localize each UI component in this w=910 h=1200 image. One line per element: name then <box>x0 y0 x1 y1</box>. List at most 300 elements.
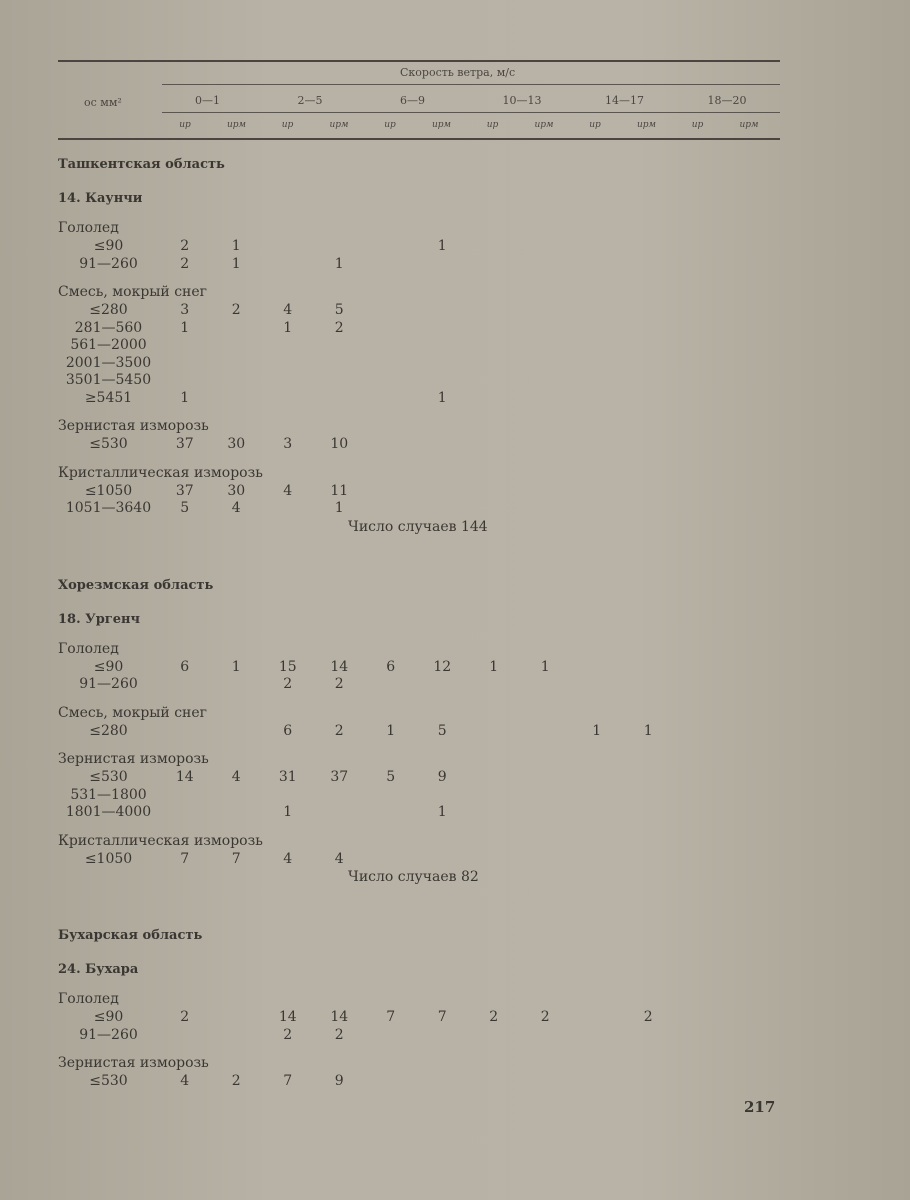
table-cell: 5 <box>386 769 396 785</box>
row-label: ≤90 <box>93 1009 124 1025</box>
table-cell: 14 <box>330 1009 349 1025</box>
sub-column-header: uрм <box>226 120 247 130</box>
table-cell <box>726 238 778 256</box>
table-cell <box>159 804 211 822</box>
table-cell: 2 <box>283 1026 293 1043</box>
table-cell <box>520 804 572 822</box>
precip-type-heading: Кристаллическая изморозь <box>58 832 263 849</box>
table-cell <box>365 804 417 822</box>
table-cell <box>417 676 469 694</box>
row-label: ≤280 <box>89 722 128 739</box>
precip-type-heading: Гололед <box>58 640 119 657</box>
header-bottom-rule <box>58 138 780 140</box>
table-cell <box>417 355 469 373</box>
table-cell <box>623 804 675 822</box>
precip-type-heading: Кристаллическая изморозь <box>58 464 263 481</box>
table-row <box>58 390 798 408</box>
table-cell <box>468 787 520 805</box>
table-cell <box>674 1009 726 1027</box>
table-row <box>58 436 798 454</box>
table-cell <box>623 238 675 256</box>
row-label: ≤530 <box>89 436 128 452</box>
table-cell: 7 <box>283 1073 293 1089</box>
sub-column-header: uр <box>384 120 396 130</box>
table-cell <box>674 787 726 805</box>
table-cell <box>520 436 572 454</box>
sub-column-header: uр <box>691 120 704 130</box>
table-row <box>58 1009 798 1027</box>
table-cell <box>417 787 469 805</box>
speed-range-header: 18—20 <box>707 94 747 107</box>
table-cell <box>726 804 778 822</box>
table-cell <box>520 483 572 501</box>
table-cell <box>520 1027 572 1045</box>
table-cell <box>726 1073 778 1091</box>
row-label: 3501—5450 <box>65 372 152 388</box>
table-cell: 4 <box>180 1073 190 1089</box>
row-label: 91—260 <box>79 255 138 272</box>
table-cell <box>417 372 469 390</box>
speed-range-header: 14—17 <box>605 94 644 107</box>
table-cell <box>365 372 417 390</box>
table-cell <box>417 851 469 869</box>
table-cell: 1 <box>283 319 293 336</box>
row-label: ≤90 <box>93 238 124 254</box>
table-cell: 14 <box>278 1009 297 1025</box>
table-cell <box>571 851 623 869</box>
table-cell: 9 <box>437 769 447 785</box>
table-cell <box>571 769 623 787</box>
table-cell <box>520 337 572 355</box>
table-cell: 4 <box>231 500 241 516</box>
table-cell <box>674 320 726 338</box>
table-cell <box>726 723 778 741</box>
table-cell <box>468 1073 520 1091</box>
table-cell: 6 <box>180 658 190 675</box>
table-cell <box>674 483 726 501</box>
table-cell <box>159 787 211 805</box>
table-cell <box>417 320 469 338</box>
table-cell <box>623 1073 675 1091</box>
case-count: Число случаев 144 <box>348 518 488 535</box>
table-cell <box>726 256 778 274</box>
table-cell <box>468 723 520 741</box>
table-row <box>58 787 798 805</box>
table-cell: 4 <box>283 302 293 318</box>
table-row <box>58 256 798 274</box>
table-cell: 4 <box>283 850 293 867</box>
table-cell <box>468 769 520 787</box>
table-cell: 5 <box>180 500 190 516</box>
table-cell <box>211 1027 263 1045</box>
table-row <box>58 302 798 320</box>
table-cell <box>674 337 726 355</box>
table-cell <box>159 337 211 355</box>
table-cell: 37 <box>330 769 349 785</box>
table-cell <box>314 238 366 256</box>
precip-type-heading: Зернистая изморозь <box>58 1055 209 1071</box>
speed-range-header: 2—5 <box>297 94 323 107</box>
table-cell <box>726 787 778 805</box>
table-cell: 14 <box>175 769 194 785</box>
row-label-header: ос мм² <box>84 96 122 109</box>
table-cell: 4 <box>231 769 241 785</box>
table-cell <box>520 372 572 390</box>
table-cell: 9 <box>334 1073 344 1089</box>
region-section <box>58 157 798 536</box>
table-cell <box>159 1027 211 1045</box>
table-row <box>58 659 798 677</box>
table-cell: 1 <box>437 804 447 820</box>
table-cell <box>520 676 572 694</box>
table-cell <box>726 659 778 677</box>
precip-type-heading: Зернистая изморозь <box>58 751 209 767</box>
wind-speed-title: Скорость ветра, м/с <box>400 66 516 79</box>
table-cell: 1 <box>489 658 499 675</box>
row-label: 91—260 <box>79 1026 138 1043</box>
sub-column-header: uрм <box>329 120 349 130</box>
table-cell <box>571 302 623 320</box>
table-cell <box>520 302 572 320</box>
table-cell <box>674 256 726 274</box>
table-cell <box>365 1027 417 1045</box>
table-cell <box>211 723 263 741</box>
table-cell <box>468 500 520 518</box>
table-cell: 30 <box>227 482 246 499</box>
table-cell <box>674 1027 726 1045</box>
speed-range-header: 0—1 <box>195 94 220 107</box>
table-cell <box>365 390 417 408</box>
table-cell <box>211 372 263 390</box>
table-cell <box>417 256 469 274</box>
table-row <box>58 372 798 390</box>
table-cell <box>726 337 778 355</box>
table-cell <box>571 320 623 338</box>
precip-type-heading: Смесь, мокрый снег <box>58 284 207 300</box>
table-cell <box>571 436 623 454</box>
sub-column-header: uрм <box>739 120 759 130</box>
table-cell: 1 <box>643 722 653 739</box>
table-row <box>58 238 798 256</box>
row-label: 531—1800 <box>70 786 147 803</box>
table-cell <box>468 483 520 501</box>
table-cell <box>262 238 314 256</box>
row-label: 281—560 <box>74 319 143 336</box>
table-cell <box>365 436 417 454</box>
row-label: 91—260 <box>79 676 138 692</box>
table-cell <box>314 372 366 390</box>
table-cell <box>365 355 417 373</box>
table-cell <box>726 390 778 408</box>
table-cell <box>468 390 520 408</box>
table-cell <box>159 676 211 694</box>
table-cell <box>674 390 726 408</box>
table-cell <box>726 676 778 694</box>
table-cell <box>468 372 520 390</box>
table-cell: 31 <box>278 769 297 785</box>
row-label: ≤1050 <box>84 482 133 499</box>
table-cell <box>468 355 520 373</box>
row-label: ≤280 <box>89 302 128 318</box>
table-cell <box>159 723 211 741</box>
table-cell: 7 <box>231 850 241 867</box>
table-cell <box>674 1073 726 1091</box>
table-cell <box>262 372 314 390</box>
table-cell <box>571 390 623 408</box>
row-label: ≤1050 <box>84 850 133 867</box>
table-cell <box>211 390 263 408</box>
speed-range-header: 10—13 <box>502 94 542 107</box>
table-cell: 2 <box>231 1073 241 1089</box>
table-cell: 2 <box>231 302 241 318</box>
table-cell: 2 <box>334 722 344 739</box>
table-cell: 2 <box>180 238 190 254</box>
table-cell <box>674 659 726 677</box>
table-cell <box>314 355 366 373</box>
table-cell <box>468 804 520 822</box>
table-cell: 1 <box>231 255 241 272</box>
table-cell <box>520 851 572 869</box>
table-cell <box>674 851 726 869</box>
table-cell <box>468 320 520 338</box>
table-cell: 2 <box>180 1009 190 1025</box>
table-cell <box>314 804 366 822</box>
table-cell: 2 <box>283 676 293 692</box>
table-cell <box>726 302 778 320</box>
table-row <box>58 1027 798 1045</box>
table-cell: 4 <box>334 850 344 867</box>
table-cell <box>571 238 623 256</box>
table-cell <box>417 483 469 501</box>
table-cell <box>314 337 366 355</box>
table-body <box>58 157 798 1091</box>
table-cell <box>365 851 417 869</box>
table-cell <box>726 483 778 501</box>
table-cell: 12 <box>433 658 452 675</box>
table-cell: 1 <box>231 658 241 675</box>
sub-column-header: uр <box>281 120 294 130</box>
table-cell <box>520 500 572 518</box>
table-cell: 1 <box>437 389 447 406</box>
table-cell <box>468 302 520 320</box>
table-cell <box>674 372 726 390</box>
table-cell <box>726 355 778 373</box>
table-cell: 1 <box>437 238 447 254</box>
table-cell <box>417 337 469 355</box>
table-cell <box>211 787 263 805</box>
table-cell <box>571 804 623 822</box>
table-cell: 2 <box>334 676 344 692</box>
table-cell <box>674 302 726 320</box>
table-cell: 1 <box>180 389 190 406</box>
table-cell <box>571 1027 623 1045</box>
table-row <box>58 1073 798 1091</box>
table-cell: 37 <box>175 436 194 452</box>
station-heading: 14. Каунчи <box>58 191 143 206</box>
table-cell <box>211 337 263 355</box>
table-cell <box>520 787 572 805</box>
table-cell <box>674 355 726 373</box>
table-row <box>58 804 798 822</box>
table-cell <box>468 436 520 454</box>
table-cell <box>468 1027 520 1045</box>
table-cell: 11 <box>330 482 349 499</box>
table-cell: 30 <box>227 436 246 452</box>
table-row <box>58 500 798 518</box>
table-cell <box>674 238 726 256</box>
table-cell <box>365 337 417 355</box>
table-cell <box>726 769 778 787</box>
table-cell <box>211 320 263 338</box>
table-cell <box>365 302 417 320</box>
table-cell <box>468 238 520 256</box>
table-cell <box>211 676 263 694</box>
table-cell <box>571 676 623 694</box>
table-cell <box>365 787 417 805</box>
table-cell: 7 <box>386 1009 396 1025</box>
table-cell: 7 <box>180 850 190 867</box>
sub-column-header: uр <box>486 120 499 130</box>
table-cell <box>262 355 314 373</box>
table-cell <box>623 676 675 694</box>
table-cell: 1 <box>283 804 293 820</box>
table-cell <box>571 1009 623 1027</box>
table-cell <box>468 337 520 355</box>
region-heading: Ташкентская область <box>58 157 225 172</box>
table-row <box>58 723 798 741</box>
table-cell <box>211 804 263 822</box>
table-cell <box>468 676 520 694</box>
table-cell <box>674 500 726 518</box>
table-cell <box>417 1027 469 1045</box>
subheader-rule <box>162 112 780 113</box>
region-heading: Бухарская область <box>58 928 203 943</box>
table-cell <box>623 1027 675 1045</box>
precip-type-heading: Гололед <box>58 991 119 1007</box>
table-cell <box>571 355 623 373</box>
table-cell <box>520 769 572 787</box>
table-cell <box>623 659 675 677</box>
table-row <box>58 676 798 694</box>
case-count: Число случаев 82 <box>348 869 479 885</box>
speed-range-header: 6—9 <box>400 94 425 107</box>
table-cell <box>571 787 623 805</box>
table-cell: 1 <box>386 722 396 739</box>
table-cell: 6 <box>386 658 396 675</box>
table-cell <box>571 256 623 274</box>
table-cell <box>520 723 572 741</box>
sub-column-header: uрм <box>534 120 554 130</box>
table-cell: 2 <box>180 255 190 272</box>
table-cell: 2 <box>643 1009 653 1025</box>
table-cell <box>623 851 675 869</box>
table-cell <box>623 355 675 373</box>
table-cell <box>520 320 572 338</box>
table-cell: 14 <box>330 658 349 675</box>
table-cell <box>365 238 417 256</box>
table-cell <box>159 355 211 373</box>
table-cell <box>520 238 572 256</box>
table-cell <box>520 355 572 373</box>
row-label: ≥5451 <box>84 389 133 406</box>
table-cell <box>262 390 314 408</box>
table-cell: 5 <box>437 722 447 739</box>
table-cell <box>417 1073 469 1091</box>
table-cell <box>314 787 366 805</box>
table-cell <box>623 500 675 518</box>
table-cell <box>571 372 623 390</box>
table-cell <box>417 436 469 454</box>
table-cell: 2 <box>334 1026 344 1043</box>
table-cell <box>726 500 778 518</box>
table-cell <box>468 256 520 274</box>
sub-column-header: uр <box>179 120 191 130</box>
region-section <box>58 928 798 1091</box>
table-cell <box>365 256 417 274</box>
table-cell: 1 <box>334 255 344 272</box>
table-cell <box>674 436 726 454</box>
table-cell <box>262 500 314 518</box>
table-cell <box>674 676 726 694</box>
table-cell: 4 <box>283 482 293 499</box>
table-cell: 6 <box>283 722 293 739</box>
sub-column-header: uр <box>589 120 601 130</box>
table-cell <box>571 659 623 677</box>
table-row <box>58 769 798 787</box>
table-row <box>58 337 798 355</box>
table-cell <box>726 436 778 454</box>
table-cell <box>314 390 366 408</box>
table-cell <box>623 337 675 355</box>
row-label: 2001—3500 <box>65 354 152 371</box>
table-cell: 2 <box>334 319 344 336</box>
table-cell <box>726 1009 778 1027</box>
table-cell: 3 <box>283 436 293 452</box>
table-cell <box>159 372 211 390</box>
row-label: 1051—3640 <box>65 500 152 516</box>
table-cell <box>726 1027 778 1045</box>
table-row <box>58 851 798 869</box>
table-cell: 2 <box>489 1009 499 1025</box>
row-label: 1801—4000 <box>65 804 152 820</box>
table-cell <box>623 436 675 454</box>
table-cell: 1 <box>231 238 241 254</box>
table-cell <box>211 355 263 373</box>
table-cell: 1 <box>334 500 344 516</box>
table-cell <box>623 390 675 408</box>
page-number: 217 <box>744 1098 776 1116</box>
table-cell <box>211 1009 263 1027</box>
table-cell <box>365 500 417 518</box>
table-cell <box>520 1073 572 1091</box>
table-cell <box>674 804 726 822</box>
table-cell <box>262 256 314 274</box>
row-label: 561—2000 <box>70 337 147 353</box>
table-cell: 7 <box>437 1009 447 1025</box>
table-cell: 10 <box>330 436 349 452</box>
table-cell <box>468 851 520 869</box>
table-cell: 1 <box>540 658 550 675</box>
table-cell <box>674 769 726 787</box>
table-cell <box>623 769 675 787</box>
station-heading: 24. Бухара <box>58 962 139 977</box>
precip-type-heading: Гололед <box>58 220 119 236</box>
table-cell: 1 <box>180 319 190 336</box>
region-section <box>58 578 798 887</box>
table-cell: 37 <box>175 482 194 499</box>
row-label: ≤530 <box>89 769 128 785</box>
precip-type-heading: Смесь, мокрый снег <box>58 704 207 721</box>
